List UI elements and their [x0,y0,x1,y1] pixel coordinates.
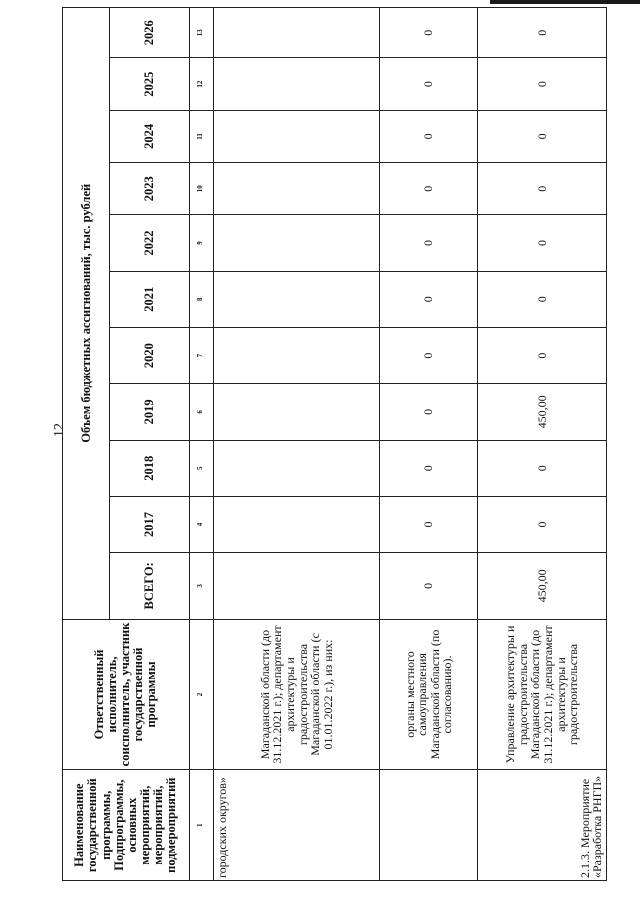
cell-value [213,163,380,215]
cell-value: 0 [380,440,478,496]
cell-value: 0 [380,8,478,58]
rotated-table-container [62,7,607,881]
header-year: 2026 [110,8,189,58]
header-budget-title: Объем бюджетных ассигнований, тыс. рублей [63,8,110,620]
header-year: 2022 [110,215,189,271]
budget-table [62,7,607,881]
col-number: 7 [189,327,213,383]
cell-value: 450,00 [478,384,607,440]
cell-value: 0 [380,384,478,440]
cell-value: 0 [478,8,607,58]
header-year: 2020 [110,327,189,383]
cell-value [213,58,380,110]
col-number: 8 [189,271,213,327]
scan-edge-stripe [490,0,640,4]
header-year: 2023 [110,163,189,215]
col-number: 2 [189,619,213,770]
header-executor-col: Ответственный исполнитель, соисполнитель, участник государственной программы [63,619,190,770]
page-number: 12 [52,423,67,437]
row-name: 2.1.3. Мероприятие «Разработка РНГП» [478,770,607,881]
col-number: 10 [189,163,213,215]
header-year: 2025 [110,58,189,110]
cell-value: 0 [478,58,607,110]
header-year: 2018 [110,440,189,496]
row-name [380,770,478,881]
table-row [380,8,478,881]
col-number: 11 [189,110,213,162]
table-row [478,8,607,881]
cell-value: 0 [478,110,607,162]
row-executor: Управление архитектуры и градостроительства Магаданской области (до 31.12.2021 г.); департамент архитектуры и градостроительства [478,619,607,770]
cell-value: 0 [380,110,478,162]
cell-value [213,271,380,327]
cell-value: 0 [380,58,478,110]
header-year: 2017 [110,496,189,552]
cell-value: 0 [380,327,478,383]
col-number: 5 [189,440,213,496]
cell-value: 0 [478,163,607,215]
cell-value: 0 [478,215,607,271]
cell-value: 0 [478,496,607,552]
cell-value: 0 [380,215,478,271]
cell-value: 0 [478,271,607,327]
cell-value [213,8,380,58]
cell-total: 450,00 [478,553,607,619]
col-number: 6 [189,384,213,440]
cell-value [213,110,380,162]
header-year: 2019 [110,384,189,440]
header-year: 2024 [110,110,189,162]
cell-value [213,384,380,440]
row-executor: органы местного самоуправления Магаданской области (по согласованию). [380,619,478,770]
cell-value: 0 [380,163,478,215]
cell-total [213,553,380,619]
cell-total: 0 [380,553,478,619]
col-number: 9 [189,215,213,271]
cell-value [213,215,380,271]
col-number: 13 [189,8,213,58]
col-number: 1 [189,770,213,881]
cell-value: 0 [478,327,607,383]
col-number: 3 [189,553,213,619]
header-year: 2021 [110,271,189,327]
col-number: 4 [189,496,213,552]
col-number: 12 [189,58,213,110]
row-name: городских округов» [213,770,380,881]
cell-value: 0 [380,496,478,552]
cell-value [213,440,380,496]
header-name-col: Наименование государственной программы, Подпрограммы, основных мероприятий, мероприятий, подмероприятий [63,770,190,881]
header-total: ВСЕГО: [110,553,189,619]
cell-value [213,327,380,383]
cell-value [213,496,380,552]
cell-value: 0 [478,440,607,496]
cell-value: 0 [380,271,478,327]
row-executor: Магаданской области (до 31.12.2021 г.); департамент архитектуры и градостроительства Магаданской области (с 01.01.2022 г.), из них: [213,619,380,770]
table-row [213,8,380,881]
